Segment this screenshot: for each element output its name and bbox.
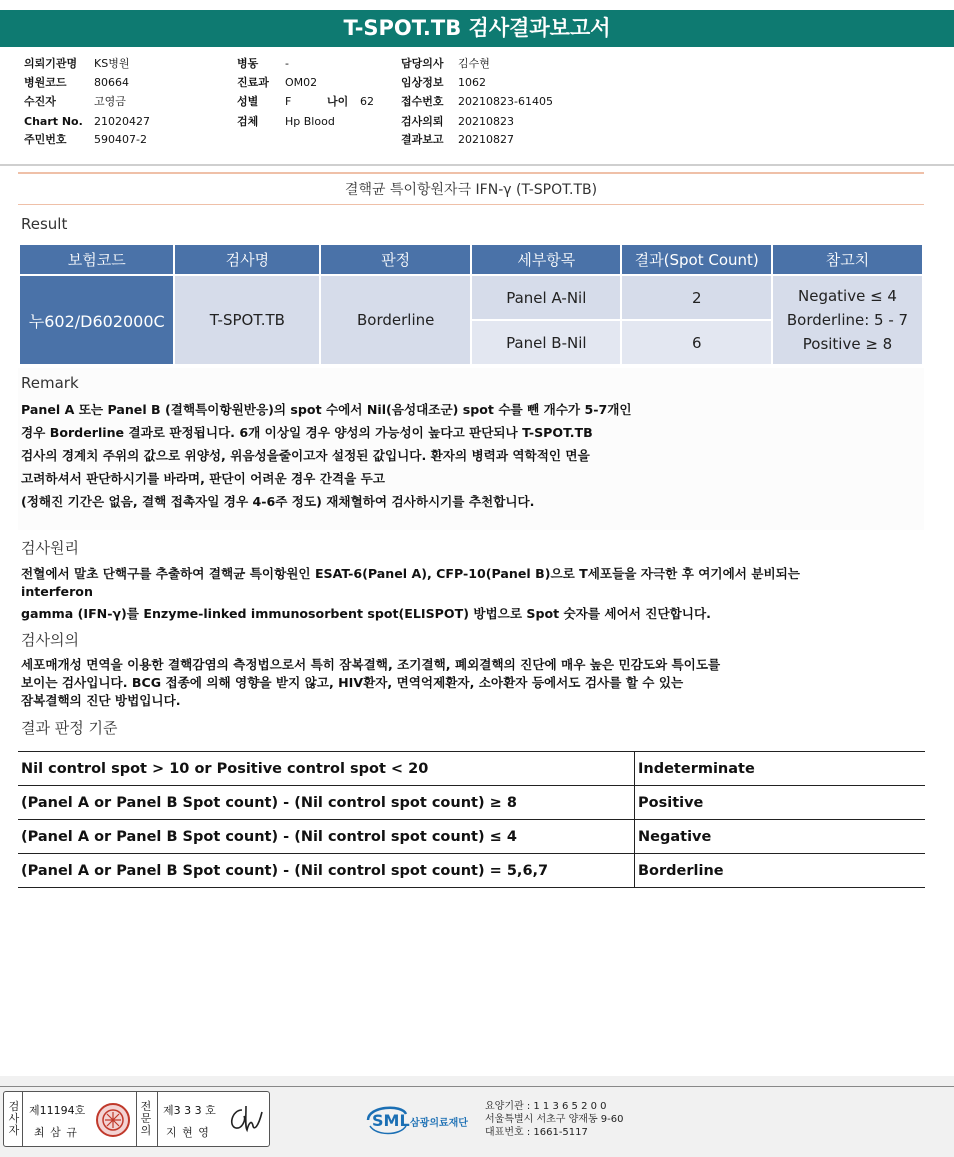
info-resident-no: 주민번호 590407-2 [24,133,147,146]
reviewer-name: 지 현 영 [166,1126,210,1139]
info-institution: 의뢰기관명 KS병원 [24,57,130,70]
seal-stamp-icon [95,1102,131,1138]
significance-text [21,656,720,710]
logo-abbrev: SML [372,1111,410,1130]
remark-line: 고려하셔서 판단하시기를 바라며, 판단이 어려운 경우 간격을 두고 [21,471,385,486]
examiner-name: 최 삼 규 [34,1126,78,1139]
info-age: 나이 62 [327,95,374,108]
remark-text [21,398,632,513]
info-patient-name: 수진자 고영금 [24,95,126,108]
divider [22,1092,23,1146]
org-info-line: 대표번호 : 1661-5117 [485,1127,588,1138]
test-name: T-SPOT.TB [174,275,320,365]
signature-icon [222,1098,266,1140]
org-info-line: 서울특별시 서초구 양재동 9-60 [485,1114,624,1125]
criteria-condition: (Panel A or Panel B Spot count) - (Nil control spot count) ≤ 4 [18,820,635,854]
criteria-condition: Nil control spot > 10 or Positive control spot < 20 [18,752,635,786]
info-ward: 병동 - [237,57,289,70]
remark-line: 경우 Borderline 결과로 판정됩니다. 6개 이상일 경우 양성의 가능성이 높다고 판단되나 T-SPOT.TB [21,425,593,440]
divider [157,1092,158,1146]
reviewer-license: 제3 3 3 호 [163,1104,216,1117]
org-info-line: 요양기관 : 1 1 3 6 5 2 0 0 [485,1101,607,1112]
divider [136,1092,137,1146]
principle-text [21,565,800,623]
info-receipt-no: 접수번호 20210823-61405 [401,95,553,108]
org-info [485,1100,624,1139]
detail-item: Panel A-Nil [471,275,621,320]
logo-org-name: 삼광의료재단 [410,1118,468,1129]
table-row [18,752,925,786]
col-header: 세부항목 [471,244,621,275]
info-chart-no: Chart No. 21020427 [24,115,150,128]
test-subject: 결핵균 특이항원자극 IFN-γ (T-SPOT.TB) [344,182,598,198]
logo-icon [366,1100,481,1140]
judgement: Borderline [320,275,471,365]
reference-line: Borderline: 5 - 7 [786,311,909,329]
remark-line: Panel A 또는 Panel B (결핵특이항원반응)의 spot 수에서 Nil(음성대조군) spot 수를 뺀 개수가 5-7개인 [21,402,632,417]
patient-info [0,52,954,162]
info-specimen: 검체 Hp Blood [237,115,335,128]
criteria-result: Borderline [635,854,926,888]
detail-item: Panel B-Nil [471,320,621,365]
signature-box [3,1091,270,1147]
principle-line: gamma (IFN-γ)를 Enzyme-linked immunosorbent spot(ELISPOT) 방법으로 Spot 숫자를 세어서 진단합니다. [21,606,711,621]
col-header: 검사명 [174,244,320,275]
reviewer-label: 전문의 [140,1100,152,1137]
info-department: 진료과 OM02 [237,76,318,89]
significance-line: 세포매개성 면역을 이용한 결핵감염의 측정법으로서 특히 잠복결핵, 조기결핵, 폐외결핵의 진단에 매우 높은 민감도와 특이도를 [21,657,721,672]
significance-line: 잠복결핵의 진단 방법입니다. [21,693,181,708]
criteria-result: Negative [635,820,926,854]
principle-line: interferon [21,584,93,599]
divider [0,1086,954,1087]
info-sex: 성별 F [237,95,292,108]
reference-line: Positive ≥ 8 [802,335,893,353]
col-header: 참고치 [772,244,923,275]
result-heading: Result [21,215,68,233]
info-hospital-code: 병원코드 80664 [24,76,129,89]
spot-count: 2 [621,275,772,320]
criteria-heading: 결과 판정 기준 [21,719,118,737]
remark-line: 검사의 경계치 주위의 값으로 위양성, 위음성을줄이고자 설정된 값입니다. 환자의 병력과 역학적인 면을 [21,448,590,463]
spot-count: 6 [621,320,772,365]
info-doctor: 담당의사 김수현 [401,57,490,70]
examiner-license: 제11194호 [29,1104,86,1117]
insurance-code: 누602/D602000C [19,275,174,365]
examiner-label: 검사자 [8,1100,20,1137]
result-table [18,243,924,366]
criteria-result: Indeterminate [635,752,926,786]
significance-line: 보이는 검사입니다. BCG 접종에 의해 영향을 받지 않고, HIV환자, 면역억제환자, 소아환자 등에서도 검사를 할 수 있는 [21,675,684,690]
divider [18,172,924,174]
criteria-condition: (Panel A or Panel B Spot count) - (Nil control spot count) ≥ 8 [18,786,635,820]
col-header: 결과(Spot Count) [621,244,772,275]
reference-line: Negative ≤ 4 [798,287,897,305]
divider [18,204,924,205]
table-row [18,786,925,820]
principle-line: 전혈에서 말초 단핵구를 추출하여 결핵균 특이항원인 ESAT-6(Panel A), CFP-10(Panel B)으로 T세포들을 자극한 후 여기에서 분비되는 [21,566,800,581]
criteria-condition: (Panel A or Panel B Spot count) - (Nil control spot count) = 5,6,7 [18,854,635,888]
info-report-date: 결과보고 20210827 [401,133,514,146]
table-row [18,854,925,888]
significance-heading: 검사의의 [21,631,79,649]
principle-heading: 검사원리 [21,539,79,557]
table-row [18,820,925,854]
info-request-date: 검사의뢰 20210823 [401,115,514,128]
divider [0,164,954,166]
report-title: T-SPOT.TB 검사결과보고서 [0,10,954,47]
col-header: 판정 [320,244,471,275]
criteria-table [18,751,925,888]
sml-logo [366,1100,481,1144]
remark-line: (정해진 기간은 없음, 결핵 접촉자일 경우 4-6주 정도) 재채혈하여 검사하시기를 추천합니다. [21,494,535,509]
remark-heading: Remark [21,374,79,392]
criteria-result: Positive [635,786,926,820]
reference-range [772,275,923,365]
info-clinical: 임상정보 1062 [401,76,486,89]
col-header: 보험코드 [19,244,174,275]
